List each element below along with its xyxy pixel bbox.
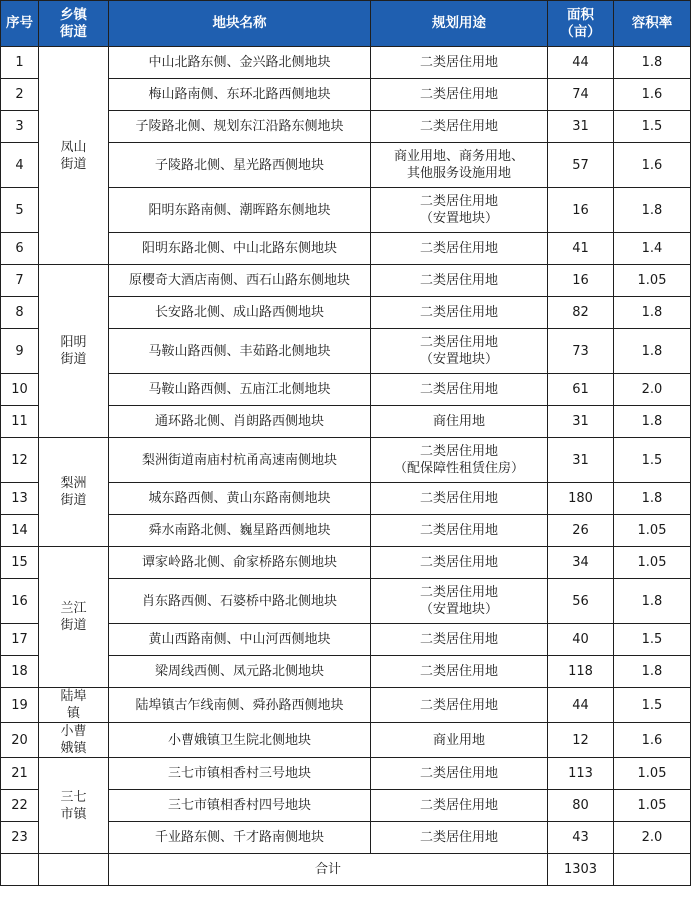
floor-area-ratio: 2.0: [614, 374, 691, 406]
parcel-area: 61: [548, 374, 614, 406]
parcel-area: 16: [548, 188, 614, 233]
parcel-name: 马鞍山路西侧、丰茹路北侧地块: [109, 329, 371, 374]
planned-use-line1: 二类居住用地: [419, 444, 498, 459]
planned-use-line1: 二类居住用地: [419, 335, 498, 350]
parcel-name: 三七市镇相香村三号地块: [109, 758, 371, 790]
planned-use: [371, 624, 548, 656]
parcel-area: 31: [548, 111, 614, 143]
parcel-area: 12: [548, 723, 614, 758]
total-index-empty: [1, 854, 39, 886]
total-far-empty: [614, 854, 691, 886]
floor-area-ratio: 1.05: [614, 265, 691, 297]
planned-use-line1: 二类居住用地: [419, 523, 498, 538]
header-area: [548, 1, 614, 47]
planned-use-line1: 二类居住用地: [419, 194, 498, 209]
parcel-area: 41: [548, 233, 614, 265]
table-row: [1, 688, 691, 723]
parcel-name: 三七市镇相香村四号地块: [109, 790, 371, 822]
planned-use: [371, 297, 548, 329]
floor-area-ratio: 1.05: [614, 790, 691, 822]
parcel-area: 26: [548, 515, 614, 547]
row-index: 23: [1, 822, 39, 854]
parcel-area: 40: [548, 624, 614, 656]
parcel-area: 82: [548, 297, 614, 329]
planned-use-line1: 商住用地: [432, 414, 485, 429]
total-row: [1, 854, 691, 886]
town-label: 三七市镇: [60, 789, 87, 822]
header-use: 规划用途: [371, 1, 548, 47]
parcel-name: 小曹娥镇卫生院北侧地块: [109, 723, 371, 758]
planned-use: [371, 406, 548, 438]
header-row: [1, 1, 691, 47]
parcel-area: 74: [548, 79, 614, 111]
planned-use-line2: （安置地块）: [419, 352, 498, 367]
row-index: 6: [1, 233, 39, 265]
floor-area-ratio: 1.8: [614, 579, 691, 624]
planned-use-line2: 其他服务设施用地: [406, 166, 511, 181]
parcel-name: 原樱奇大酒店南侧、西石山路东侧地块: [109, 265, 371, 297]
planned-use: [371, 329, 548, 374]
parcel-name: 肖东路西侧、石婆桥中路北侧地块: [109, 579, 371, 624]
planned-use-line1: 二类居住用地: [419, 632, 498, 647]
header-index: 序号: [1, 1, 39, 47]
floor-area-ratio: 1.8: [614, 297, 691, 329]
floor-area-ratio: 1.6: [614, 143, 691, 188]
planned-use-line1: 二类居住用地: [419, 241, 498, 256]
planned-use: [371, 143, 548, 188]
floor-area-ratio: 1.05: [614, 547, 691, 579]
planned-use: [371, 374, 548, 406]
table-row: [1, 265, 691, 297]
row-index: 21: [1, 758, 39, 790]
floor-area-ratio: 1.8: [614, 483, 691, 515]
parcel-area: 31: [548, 438, 614, 483]
planned-use-line1: 二类居住用地: [419, 585, 498, 600]
header-town: [39, 1, 109, 47]
floor-area-ratio: 1.05: [614, 515, 691, 547]
row-index: 9: [1, 329, 39, 374]
header-town-label: 乡镇街道: [60, 6, 87, 40]
planned-use: [371, 265, 548, 297]
town-cell: [39, 723, 109, 758]
table-row: [1, 47, 691, 79]
floor-area-ratio: 1.5: [614, 624, 691, 656]
row-index: 11: [1, 406, 39, 438]
parcel-name: 通环路北侧、肖朗路西侧地块: [109, 406, 371, 438]
row-index: 10: [1, 374, 39, 406]
parcel-area: 73: [548, 329, 614, 374]
row-index: 2: [1, 79, 39, 111]
planned-use: [371, 688, 548, 723]
planned-use-line1: 二类居住用地: [419, 119, 498, 134]
planned-use-line1: 二类居住用地: [419, 555, 498, 570]
planned-use: [371, 438, 548, 483]
floor-area-ratio: 1.5: [614, 688, 691, 723]
parcel-name: 阳明东路南侧、潮晖路东侧地块: [109, 188, 371, 233]
parcel-area: 57: [548, 143, 614, 188]
floor-area-ratio: 1.6: [614, 79, 691, 111]
planned-use: [371, 723, 548, 758]
row-index: 20: [1, 723, 39, 758]
planned-use-line1: 商业用地: [432, 732, 485, 748]
planned-use-line1: 二类居住用地: [419, 55, 498, 70]
town-label: 梨洲街道: [60, 476, 87, 508]
table-body: [1, 47, 691, 886]
floor-area-ratio: 1.8: [614, 188, 691, 233]
row-index: 13: [1, 483, 39, 515]
parcel-name: 千业路东侧、千才路南侧地块: [109, 822, 371, 854]
parcel-name: 谭家岭路北侧、俞家桥路东侧地块: [109, 547, 371, 579]
header-name: 地块名称: [109, 1, 371, 47]
row-index: 8: [1, 297, 39, 329]
planned-use: [371, 547, 548, 579]
parcel-name: 梨洲街道南庙村杭甬高速南侧地块: [109, 438, 371, 483]
planned-use-line1: 二类居住用地: [419, 766, 498, 781]
planned-use-line2: （安置地块）: [419, 211, 498, 226]
row-index: 14: [1, 515, 39, 547]
planned-use: [371, 233, 548, 265]
planned-use-line2: （配保障性租赁住房）: [393, 461, 524, 476]
row-index: 5: [1, 188, 39, 233]
town-label: 阳明街道: [60, 335, 87, 367]
parcel-area: 80: [548, 790, 614, 822]
parcel-name: 黄山西路南侧、中山河西侧地块: [109, 624, 371, 656]
parcel-area: 118: [548, 656, 614, 688]
town-label: 小曹娥镇: [60, 724, 87, 756]
parcel-name: 马鞍山路西侧、五庙江北侧地块: [109, 374, 371, 406]
planned-use-line2: （安置地块）: [419, 602, 498, 617]
row-index: 15: [1, 547, 39, 579]
row-index: 3: [1, 111, 39, 143]
parcel-area: 34: [548, 547, 614, 579]
row-index: 16: [1, 579, 39, 624]
parcel-area: 44: [548, 688, 614, 723]
header-area-label: 面积（亩）: [560, 6, 601, 40]
planned-use: [371, 822, 548, 854]
row-index: 19: [1, 688, 39, 723]
floor-area-ratio: 1.4: [614, 233, 691, 265]
town-cell: [39, 547, 109, 688]
parcel-area: 31: [548, 406, 614, 438]
town-cell: [39, 265, 109, 438]
town-cell: [39, 758, 109, 854]
floor-area-ratio: 1.8: [614, 406, 691, 438]
town-cell: [39, 47, 109, 265]
parcel-name: 子陵路北侧、星光路西侧地块: [109, 143, 371, 188]
parcel-name: 中山北路东侧、金兴路北侧地块: [109, 47, 371, 79]
parcel-name: 阳明东路北侧、中山北路东侧地块: [109, 233, 371, 265]
total-label: 合计: [109, 854, 548, 886]
row-index: 1: [1, 47, 39, 79]
floor-area-ratio: 1.8: [614, 656, 691, 688]
town-label: 兰江街道: [60, 601, 87, 633]
parcel-area: 43: [548, 822, 614, 854]
header-far: 容积率: [614, 1, 691, 47]
planned-use-line1: 二类居住用地: [419, 798, 498, 813]
floor-area-ratio: 1.5: [614, 111, 691, 143]
parcel-name: 梅山路南侧、东环北路西侧地块: [109, 79, 371, 111]
parcel-name: 子陵路北侧、规划东江沿路东侧地块: [109, 111, 371, 143]
parcel-name: 长安路北侧、成山路西侧地块: [109, 297, 371, 329]
planned-use: [371, 579, 548, 624]
parcel-name: 城东路西侧、黄山东路南侧地块: [109, 483, 371, 515]
planned-use: [371, 515, 548, 547]
planned-use: [371, 790, 548, 822]
row-index: 12: [1, 438, 39, 483]
planned-use: [371, 47, 548, 79]
town-cell: [39, 688, 109, 723]
planned-use: [371, 79, 548, 111]
planned-use-line1: 二类居住用地: [419, 830, 498, 845]
total-area: 1303: [548, 854, 614, 886]
planned-use: [371, 188, 548, 233]
planned-use-line1: 商业用地、商务用地、: [393, 149, 524, 164]
town-cell: [39, 438, 109, 547]
row-index: 17: [1, 624, 39, 656]
table-row: [1, 547, 691, 579]
planned-use: [371, 111, 548, 143]
town-label: 凤山街道: [60, 139, 87, 172]
planned-use: [371, 758, 548, 790]
planned-use-line1: 二类居住用地: [419, 382, 498, 397]
planned-use-line1: 二类居住用地: [419, 273, 498, 288]
parcel-name: 陆埠镇古乍线南侧、舜孙路西侧地块: [109, 688, 371, 723]
parcel-area: 44: [548, 47, 614, 79]
row-index: 22: [1, 790, 39, 822]
table-row: [1, 723, 691, 758]
planned-use-line1: 二类居住用地: [419, 697, 498, 713]
planned-use: [371, 483, 548, 515]
parcel-area: 180: [548, 483, 614, 515]
parcel-name: 舜水南路北侧、巍星路西侧地块: [109, 515, 371, 547]
planned-use-line1: 二类居住用地: [419, 305, 498, 320]
floor-area-ratio: 1.6: [614, 723, 691, 758]
table-row: [1, 438, 691, 483]
planned-use-line1: 二类居住用地: [419, 491, 498, 506]
floor-area-ratio: 1.5: [614, 438, 691, 483]
parcel-area: 113: [548, 758, 614, 790]
floor-area-ratio: 2.0: [614, 822, 691, 854]
planned-use-line1: 二类居住用地: [419, 87, 498, 102]
floor-area-ratio: 1.8: [614, 329, 691, 374]
row-index: 4: [1, 143, 39, 188]
planned-use-line1: 二类居住用地: [419, 664, 498, 679]
town-label: 陆埠镇: [60, 689, 87, 721]
row-index: 18: [1, 656, 39, 688]
parcel-name: 梁周线西侧、凤元路北侧地块: [109, 656, 371, 688]
parcel-area: 56: [548, 579, 614, 624]
row-index: 7: [1, 265, 39, 297]
floor-area-ratio: 1.05: [614, 758, 691, 790]
total-town-empty: [39, 854, 109, 886]
floor-area-ratio: 1.8: [614, 47, 691, 79]
planned-use: [371, 656, 548, 688]
table-row: [1, 758, 691, 790]
parcel-area: 16: [548, 265, 614, 297]
